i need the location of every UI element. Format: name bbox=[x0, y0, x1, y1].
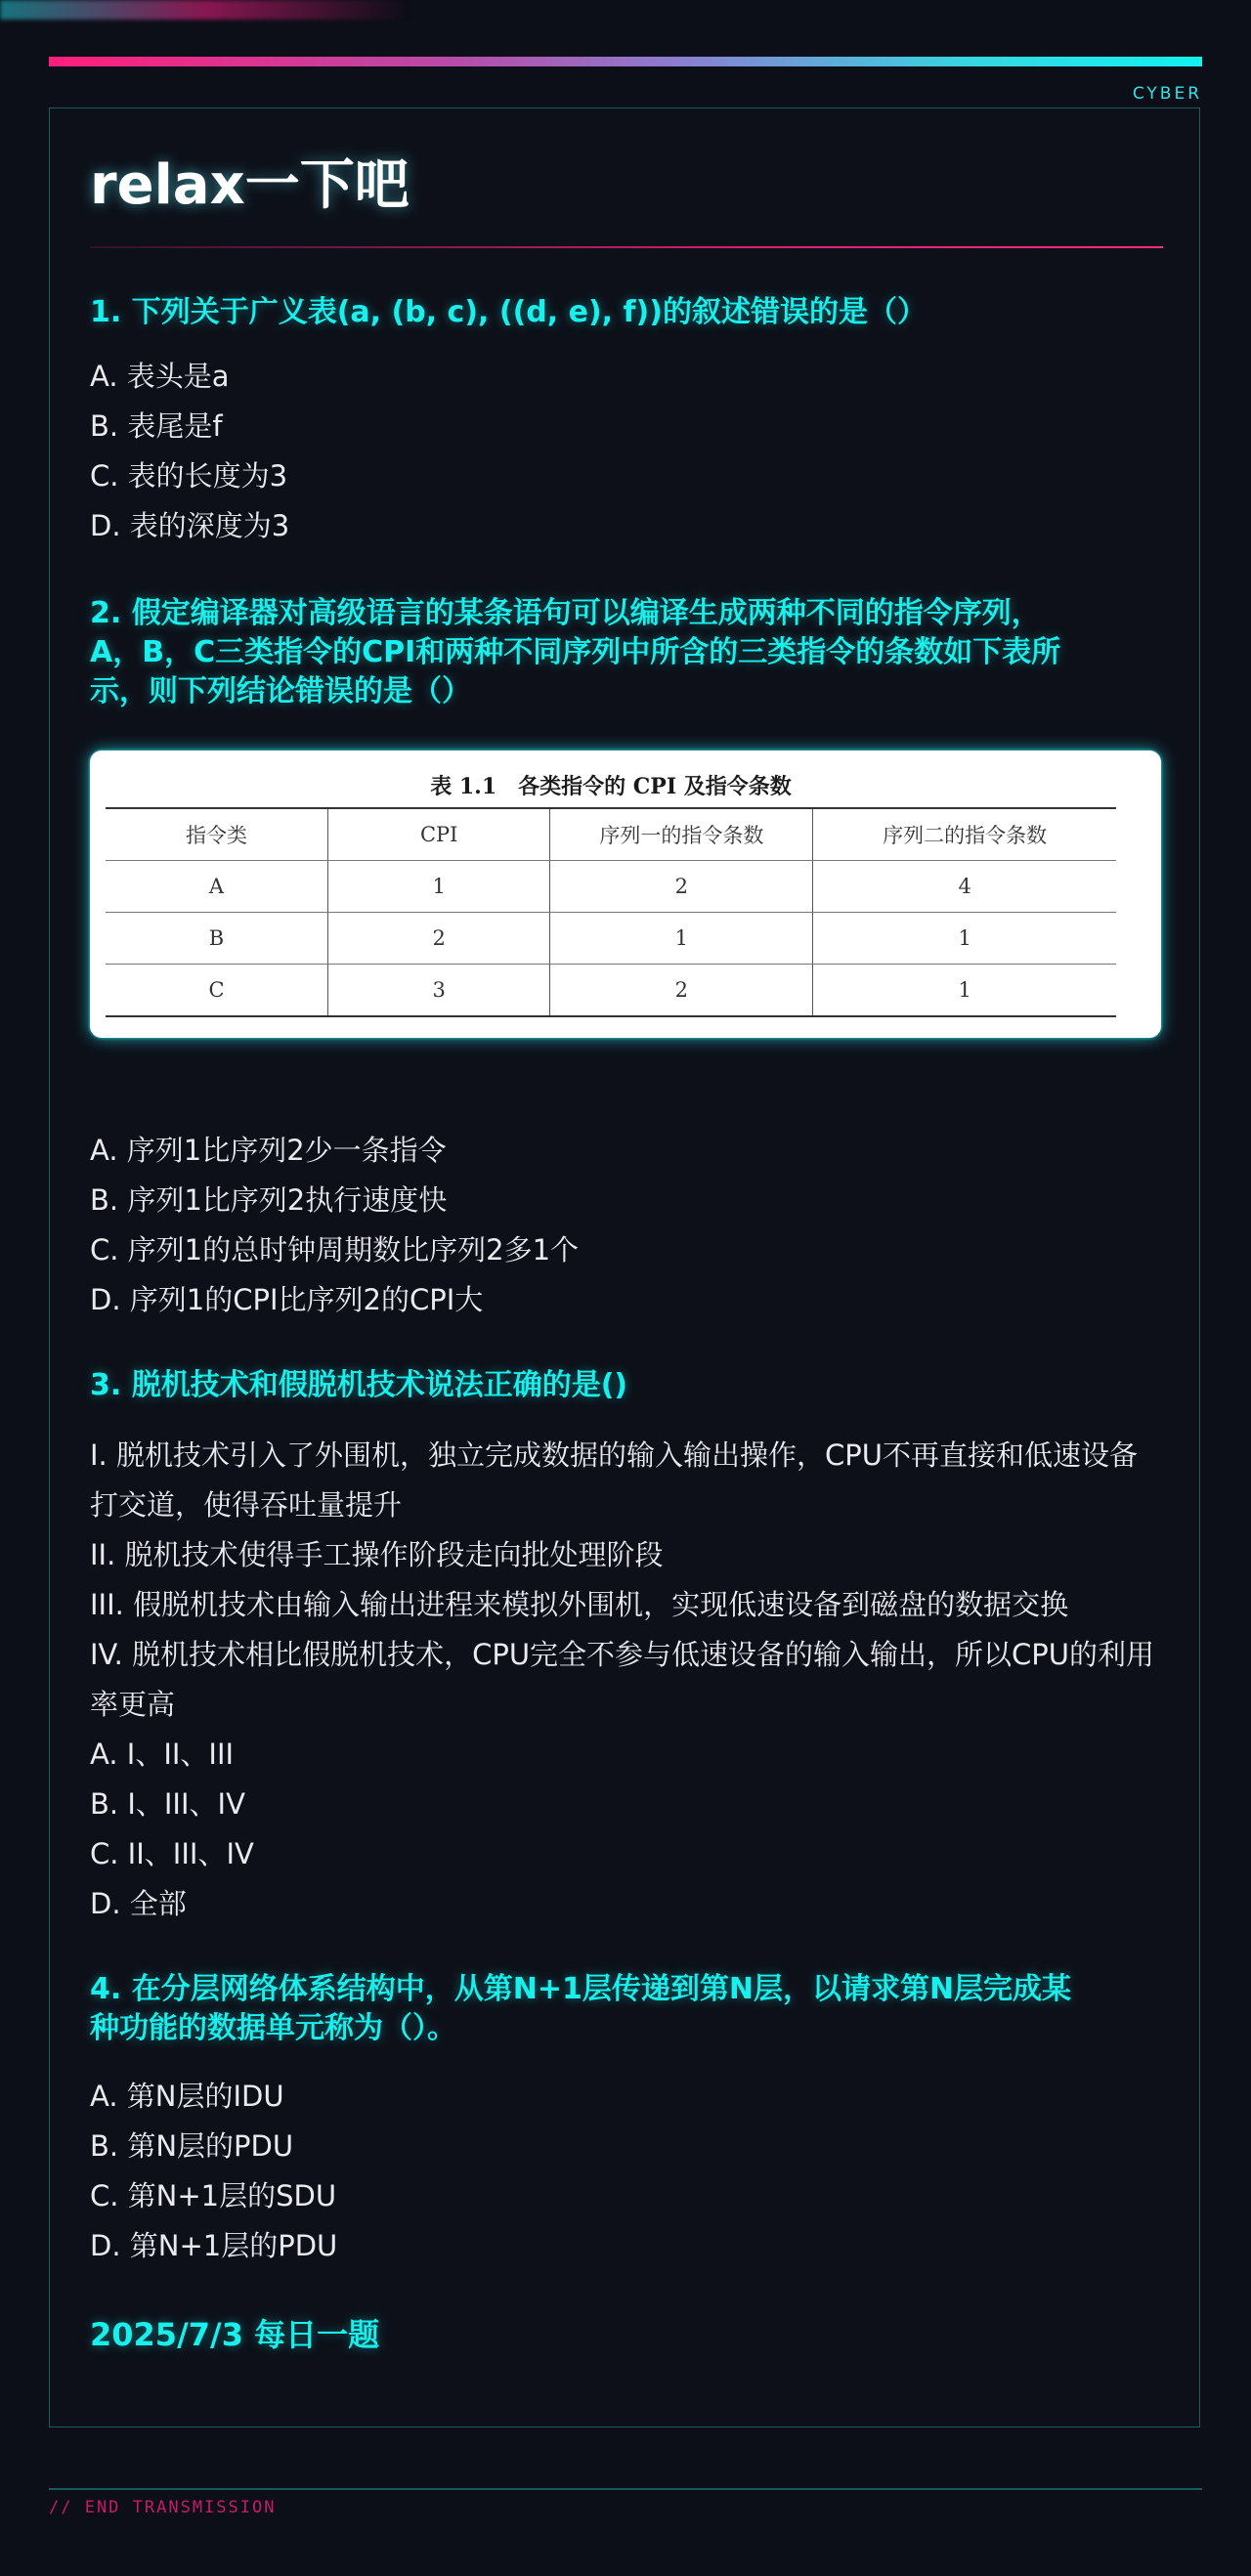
table-cell: A bbox=[106, 861, 327, 913]
statement-i: I. 脱机技术引入了外围机，独立完成数据的输入输出操作，CPU不再直接和低速设备打交道，使得吞吐量提升 bbox=[90, 1438, 1138, 1522]
instruction-table-image bbox=[90, 751, 1161, 1038]
table-row bbox=[106, 965, 1116, 1017]
table-cell: 4 bbox=[813, 861, 1116, 913]
option-b: B. 表尾是f bbox=[90, 409, 223, 443]
table-header-cell: 序列二的指令条数 bbox=[813, 808, 1116, 861]
table-caption: 表 1.1 各类指令的 CPI 及指令条数 bbox=[430, 774, 792, 799]
table-cell: 2 bbox=[327, 913, 549, 965]
table-cell: 1 bbox=[813, 965, 1116, 1017]
table-cell: 1 bbox=[550, 913, 813, 965]
title-divider bbox=[90, 246, 1163, 248]
question-2-title-line: 2. 假定编译器对高级语言的某条语句可以编译生成两种不同的指令序列， bbox=[90, 596, 1041, 630]
statement-iv: IV. 脱机技术相比假脱机技术，CPU完全不参与低速设备的输入输出，所以CPU的利用率更高 bbox=[90, 1638, 1155, 1721]
option-b: B. I、III、IV bbox=[90, 1787, 245, 1821]
option-c: C. II、III、IV bbox=[90, 1837, 254, 1870]
table-cell: 1 bbox=[327, 861, 549, 913]
option-a: A. 第N层的IDU bbox=[90, 2080, 284, 2113]
option-c: C. 表的长度为3 bbox=[90, 459, 288, 493]
table-row bbox=[106, 861, 1116, 913]
option-c: C. 序列1的总时钟周期数比序列2多1个 bbox=[90, 1233, 580, 1267]
question-1-options bbox=[90, 352, 1163, 551]
question-1 bbox=[90, 293, 1163, 551]
question-4 bbox=[90, 1970, 1163, 2271]
cyber-tag: CYBER bbox=[1132, 84, 1202, 104]
date-line: 2025/7/3 每日一题 bbox=[90, 2316, 380, 2353]
option-d: D. 序列1的CPI比序列2的CPI大 bbox=[90, 1283, 484, 1316]
instruction-table bbox=[106, 807, 1116, 1017]
question-4-options bbox=[90, 2072, 1163, 2271]
option-b: B. 序列1比序列2执行速度快 bbox=[90, 1183, 448, 1217]
option-a: A. 表头是a bbox=[90, 360, 230, 393]
option-a: A. 序列1比序列2少一条指令 bbox=[90, 1134, 447, 1167]
article-content bbox=[90, 147, 1163, 2355]
table-cell: 1 bbox=[813, 913, 1116, 965]
table-row bbox=[106, 913, 1116, 965]
table-header-cell: 指令类 bbox=[106, 808, 327, 861]
question-1-title: 1. 下列关于广义表(a, (b, c), ((d, e), f))的叙述错误的是（） bbox=[90, 295, 927, 329]
option-d: D. 表的深度为3 bbox=[90, 509, 290, 542]
question-3-statements bbox=[90, 1431, 1163, 1730]
footer-text: // END TRANSMISSION bbox=[49, 2498, 277, 2517]
table-header-row bbox=[106, 808, 1116, 861]
option-d: D. 第N+1层的PDU bbox=[90, 2229, 338, 2262]
question-4-title-line: 4. 在分层网络体系结构中，从第N+1层传递到第N层，以请求第N层完成某 bbox=[90, 1972, 1072, 2006]
question-3-title: 3. 脱机技术和假脱机技术说法正确的是() bbox=[90, 1368, 628, 1402]
option-b: B. 第N层的PDU bbox=[90, 2129, 294, 2163]
question-2-options bbox=[90, 1126, 1163, 1325]
option-c: C. 第N+1层的SDU bbox=[90, 2179, 337, 2212]
option-d: D. 全部 bbox=[90, 1887, 187, 1920]
page-title: relax一下吧 bbox=[90, 153, 410, 217]
table-cell: B bbox=[106, 913, 327, 965]
question-4-title bbox=[90, 1970, 1163, 2048]
question-2-title-line: A，B，C三类指令的CPI和两种不同序列中所含的三类指令的条数如下表所 bbox=[90, 635, 1061, 669]
option-a: A. I、II、III bbox=[90, 1738, 235, 1771]
table-cell: 3 bbox=[327, 965, 549, 1017]
table-cell: 2 bbox=[550, 861, 813, 913]
table-header-cell: CPI bbox=[327, 808, 549, 861]
footer-divider bbox=[49, 2488, 1202, 2490]
question-2 bbox=[90, 594, 1163, 1325]
question-2-title-line: 示，则下列结论错误的是（） bbox=[90, 674, 471, 708]
top-glow-decoration bbox=[0, 0, 410, 20]
question-3 bbox=[90, 1366, 1163, 1929]
question-3-options bbox=[90, 1730, 1163, 1929]
question-4-title-line: 种功能的数据单元称为（）。 bbox=[90, 2011, 456, 2045]
question-2-title bbox=[90, 594, 1163, 711]
table-cell: 2 bbox=[550, 965, 813, 1017]
table-header-cell: 序列一的指令条数 bbox=[550, 808, 813, 861]
statement-ii: II. 脱机技术使得手工操作阶段走向批处理阶段 bbox=[90, 1538, 664, 1571]
statement-iii: III. 假脱机技术由输入输出进程来模拟外围机，实现低速设备到磁盘的数据交换 bbox=[90, 1588, 1069, 1621]
table-cell: C bbox=[208, 978, 225, 1002]
gradient-top-bar bbox=[49, 57, 1202, 66]
